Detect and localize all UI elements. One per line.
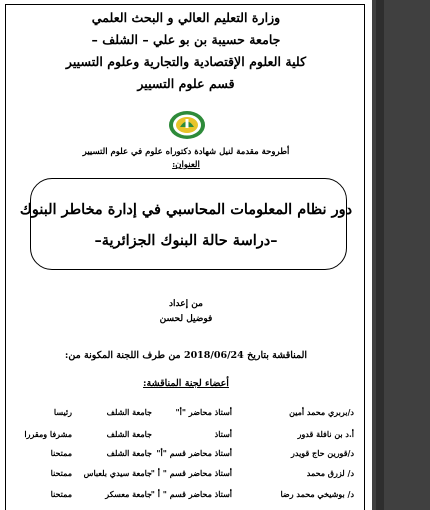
thesis-title-line1: دور نظام المعلومات المحاسبي في إدارة مخاطر البنوك	[19, 201, 353, 218]
member-university: جامعة الشلف	[106, 407, 152, 417]
faculty-name: كلية العلوم الإقتصادية والتجارية وعلوم التسيير	[65, 54, 307, 69]
member-role: ممتحنا	[50, 489, 72, 499]
defense-date-text: المناقشة بتاريخ 2018/06/24 من طرف اللجنة المكونة من:	[64, 350, 308, 361]
member-name: د/قورين حاج قويدر	[291, 448, 354, 458]
member-rank: أستاذ محاضر قسم " أ "	[150, 489, 232, 499]
member-role: ممتحنا	[50, 448, 72, 458]
title-label: العنوان:	[172, 160, 200, 170]
member-role: ممتحنا	[50, 468, 72, 478]
member-role: رئيسا	[53, 407, 72, 417]
member-name: د/بربري محمد أمين	[289, 407, 354, 417]
department-name: قسم علوم التسيير	[137, 76, 235, 91]
ministry-name: وزارة التعليم العالي و البحث العلمي	[91, 10, 281, 25]
thesis-label: أطروحة مقدمة لنيل شهادة دكتوراه علوم في علوم التسيير	[82, 147, 290, 157]
member-rank: أستاذ	[214, 429, 232, 439]
committee-title: أعضاء لجنة المناقشة:	[143, 378, 229, 389]
prepared-by-label: من إعداد	[169, 299, 203, 309]
university-name: جامعة حسيبة بن بو علي – الشلف –	[91, 32, 281, 47]
thesis-title-line2: –دراسة حالة البنوك الجزائرية–	[94, 232, 278, 249]
university-logo-icon	[168, 110, 206, 140]
member-university: جامعة الشلف	[106, 448, 152, 458]
member-name: د/ لزرق محمد	[306, 468, 354, 478]
member-name: أ.د بن نافلة قدور	[297, 429, 354, 439]
member-name: د/ بوشيخي محمد رضا	[280, 489, 354, 499]
author-name: فوضيل لحسن	[159, 314, 213, 324]
member-rank: أستاذ محاضر "أ"	[175, 407, 232, 417]
member-university: جامعة الشلف	[106, 429, 152, 439]
member-university: جامعة معسكر	[105, 489, 152, 499]
member-role: مشرفا ومقررا	[24, 429, 72, 439]
title-box	[30, 178, 347, 270]
member-rank: أستاذ محاضر قسم " أ "	[150, 468, 232, 478]
scrollbar-track[interactable]	[376, 0, 384, 510]
member-university: جامعة سيدي بلعباس	[83, 468, 152, 478]
member-rank: أستاذ محاضر قسم "أ"	[156, 448, 232, 458]
viewer-scroll-panel[interactable]	[372, 0, 430, 510]
